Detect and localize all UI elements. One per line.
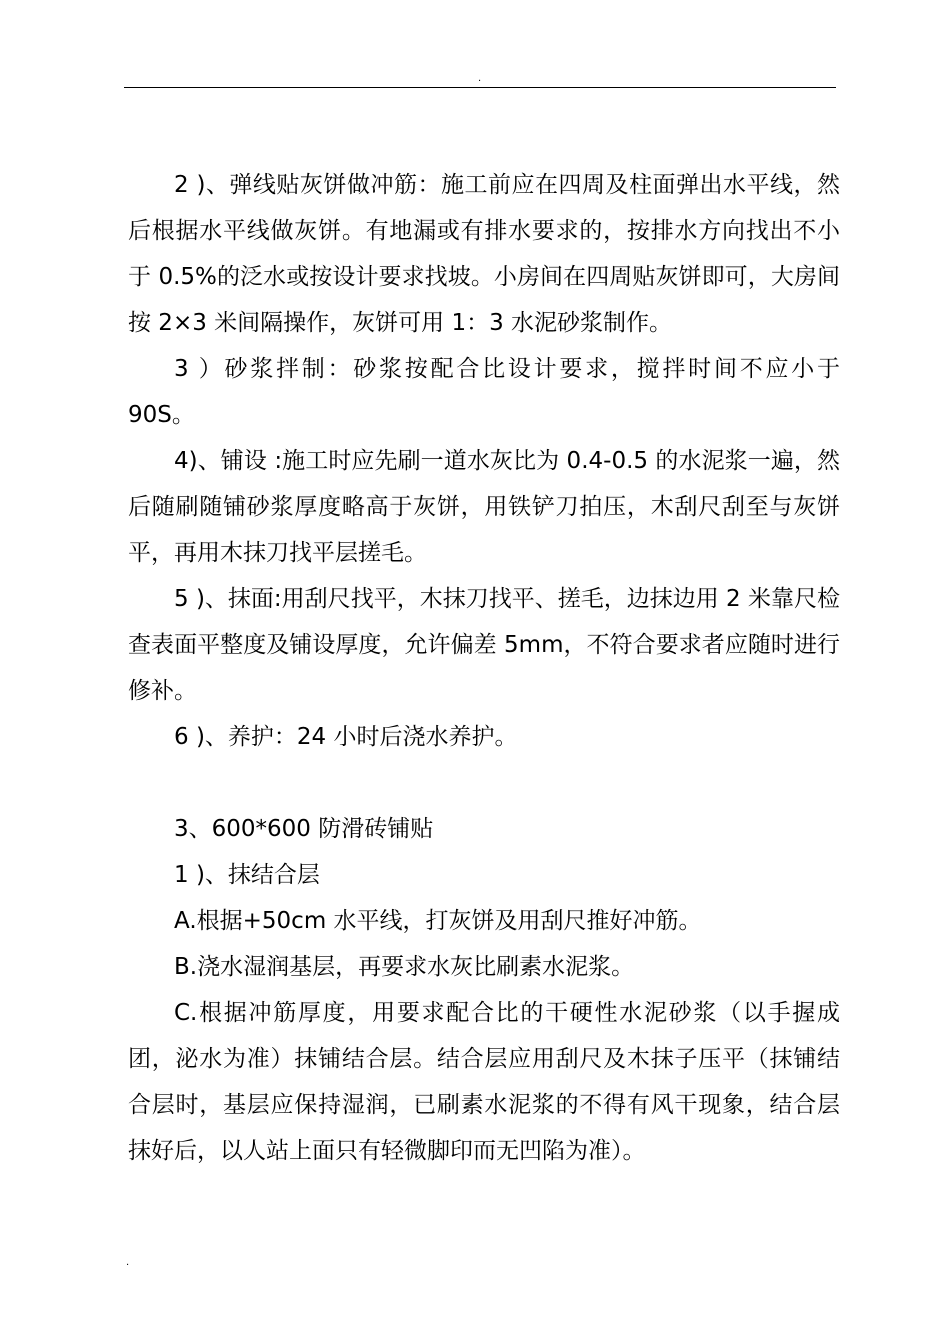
header-marker: .: [478, 73, 482, 84]
section-spacer: [128, 760, 840, 806]
section-3-item-b: B.浇水湿润基层，再要求水灰比刷素水泥浆。: [174, 954, 635, 980]
footer-marker: .: [126, 1257, 130, 1268]
section-3-heading: 3、600*600 防滑砖铺贴: [174, 816, 434, 842]
paragraph-step-4: 4)、铺设 :施工时应先刷一道水灰比为 0.4-0.5 的水泥浆一遍，然后随刷随铺砂浆厚度略高于灰饼，用铁铲刀拍压，木刮尺刮至与灰饼平，再用木抹刀找平层搓毛。: [128, 448, 840, 566]
paragraph-step-2: 2 )、弹线贴灰饼做冲筋：施工前应在四周及柱面弹出水平线，然后根据水平线做灰饼。有地漏或有排水要求的，按排水方向找出不小于 0.5%的泛水或按设计要求找坡。小房间在四周贴灰饼即可，大房间按 2×3 米间隔操作，灰饼可用 1：3 水泥砂浆制作。: [128, 172, 840, 336]
paragraph-step-6: 6 )、养护：24 小时后浇水养护。: [174, 724, 518, 750]
document-body: [128, 162, 840, 1174]
paragraph-step-5: 5 )、抹面:用刮尺找平，木抹刀找平、搓毛，边抹边用 2 米靠尺检查表面平整度及铺设厚度，允许偏差 5mm，不符合要求者应随时进行修补。: [128, 586, 840, 704]
section-3-step-1: 1 )、抹结合层: [174, 862, 320, 888]
section-3-item-c: C.根据冲筋厚度，用要求配合比的干硬性水泥砂浆（以手握成团，泌水为准）抹铺结合层。结合层应用刮尺及木抹子压平（抹铺结合层时，基层应保持湿润，已刷素水泥浆的不得有风干现象，结合层抹好后，以人站上面只有轻微脚印而无凹陷为准）。: [128, 1000, 840, 1164]
paragraph-step-3: 3 ）砂浆拌制：砂浆按配合比设计要求，搅拌时间不应小于 90S。: [128, 356, 840, 428]
section-3-item-a: A.根据+50cm 水平线，打灰饼及用刮尺推好冲筋。: [174, 908, 702, 934]
header-rule: [124, 87, 836, 88]
